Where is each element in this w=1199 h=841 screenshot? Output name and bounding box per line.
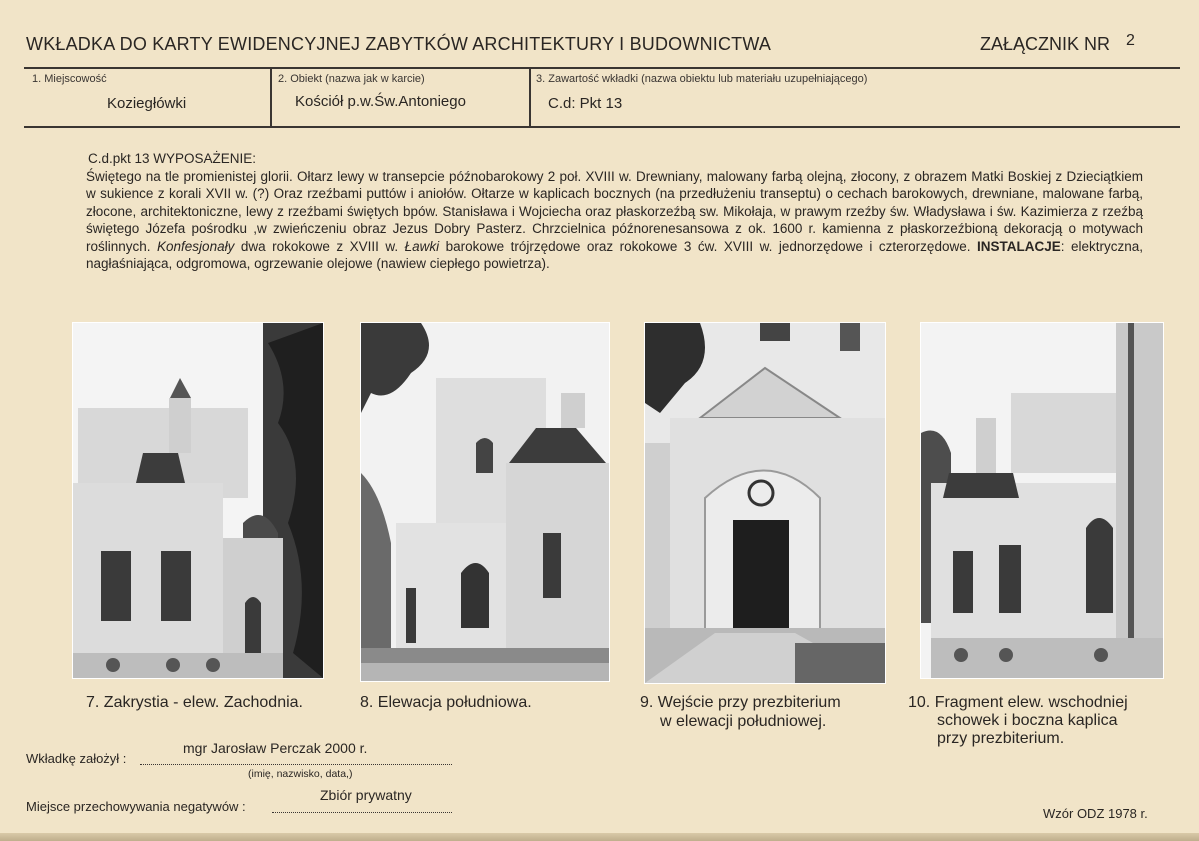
caption-photo-8: 8. Elewacja południowa. [360, 694, 532, 711]
field-zawartosc-label: 3. Zawartość wkładki (nazwa obiektu lub materiału uzupełniającego) [536, 73, 868, 85]
zalacznik-number: 2 [1126, 32, 1135, 49]
header-rule-top [24, 67, 1180, 69]
zalozyl-hint: (imię, nazwisko, data,) [248, 768, 353, 780]
caption-photo-10-line2: schowek i boczna kaplica [937, 712, 1118, 729]
caption-photo-10-line1: 10. Fragment elew. wschodniej [908, 694, 1128, 711]
zalacznik-label: ZAŁĄCZNIK NR [980, 34, 1111, 54]
caption-photo-10-line3: przy prezbiterium. [937, 730, 1065, 747]
field-zawartosc-value: C.d: Pkt 13 [548, 95, 623, 112]
negatywy-value: Zbiór prywatny [320, 787, 412, 803]
field-divider-2 [529, 67, 531, 127]
photo-zakrystia [72, 322, 324, 679]
header-rule-bottom [24, 126, 1180, 128]
zalozyl-dotted-line [140, 764, 452, 765]
negatywy-dotted-line [272, 812, 452, 813]
form-version: Wzór ODZ 1978 r. [1043, 806, 1148, 821]
description-paragraph: Świętego na tle promienistej glorii. Ołtarz lewy w transepcie późnobarokowy 2 poł. XVIII w. Drewniany, malowany farbą olejną, złocony, z obrazem Matki Boskiej z Dzieciątkiem w sukience z korali XVII w. (?) Oraz rzeźbami puttów i aniołów. Ołtarze w kaplicach bocznych (na przedłużeniu transeptu) o cechach barokowych, drewniane, malowane farbą, złocone, architektoniczne, lewy z rzeźbami świętych bpów. Stanisława i Wojciecha oraz płaskorzeźbą sw. Mikołaja, w prawym rzeźby św. Władysława i św. Kazimierza z rzeźbą świętego Józefa pośrodku ,w zwieńczeniu obraz Jezus Dobry Pasterz. Chrzcielnica późnorenesansowa z ok. 1600 r. kamienna z płaskorzeźbioną dekoracją o motywach roślinnych. Konfesjonały dwa rokokowe z XVIII w. Ławki barokowe trójrzędowe oraz rokokowe 3 ćw. XVIII w. jednorzędowe i czterorzędowe. INSTALACJE: elektryczna, nagłaśniająca, odgromowa, ogrzewanie olejowe (nawiew ciepłego powietrza). [86, 168, 1143, 271]
section-heading: C.d.pkt 13 WYPOSAŻENIE: [88, 151, 257, 166]
field-miejscowosc-label: 1. Miejscowość [32, 73, 107, 85]
photo-wejscie-prezbiterium [644, 322, 886, 684]
scan-edge [0, 833, 1199, 841]
caption-photo-9-line1: 9. Wejście przy prezbiterium [640, 694, 841, 711]
photo-elewacja-poludniowa [360, 322, 610, 682]
zalozyl-value: mgr Jarosław Perczak 2000 r. [183, 740, 368, 756]
field-divider-1 [270, 67, 272, 127]
description-text [88, 150, 1143, 273]
caption-photo-7: 7. Zakrystia - elew. Zachodnia. [86, 694, 303, 711]
zalozyl-label: Wkładkę założył : [26, 751, 127, 766]
field-obiekt-value: Kościół p.w.Św.Antoniego [295, 93, 466, 110]
caption-photo-9-line2: w elewacji południowej. [660, 713, 827, 730]
document-title: WKŁADKA DO KARTY EWIDENCYJNEJ ZABYTKÓW ARCHITEKTURY I BUDOWNICTWA [26, 34, 772, 54]
field-miejscowosc-value: Koziegłówki [107, 95, 187, 112]
field-obiekt-label: 2. Obiekt (nazwa jak w karcie) [278, 73, 425, 85]
photo-fragment-wschodni [920, 322, 1164, 679]
negatywy-label: Miejsce przechowywania negatywów : [26, 799, 246, 814]
